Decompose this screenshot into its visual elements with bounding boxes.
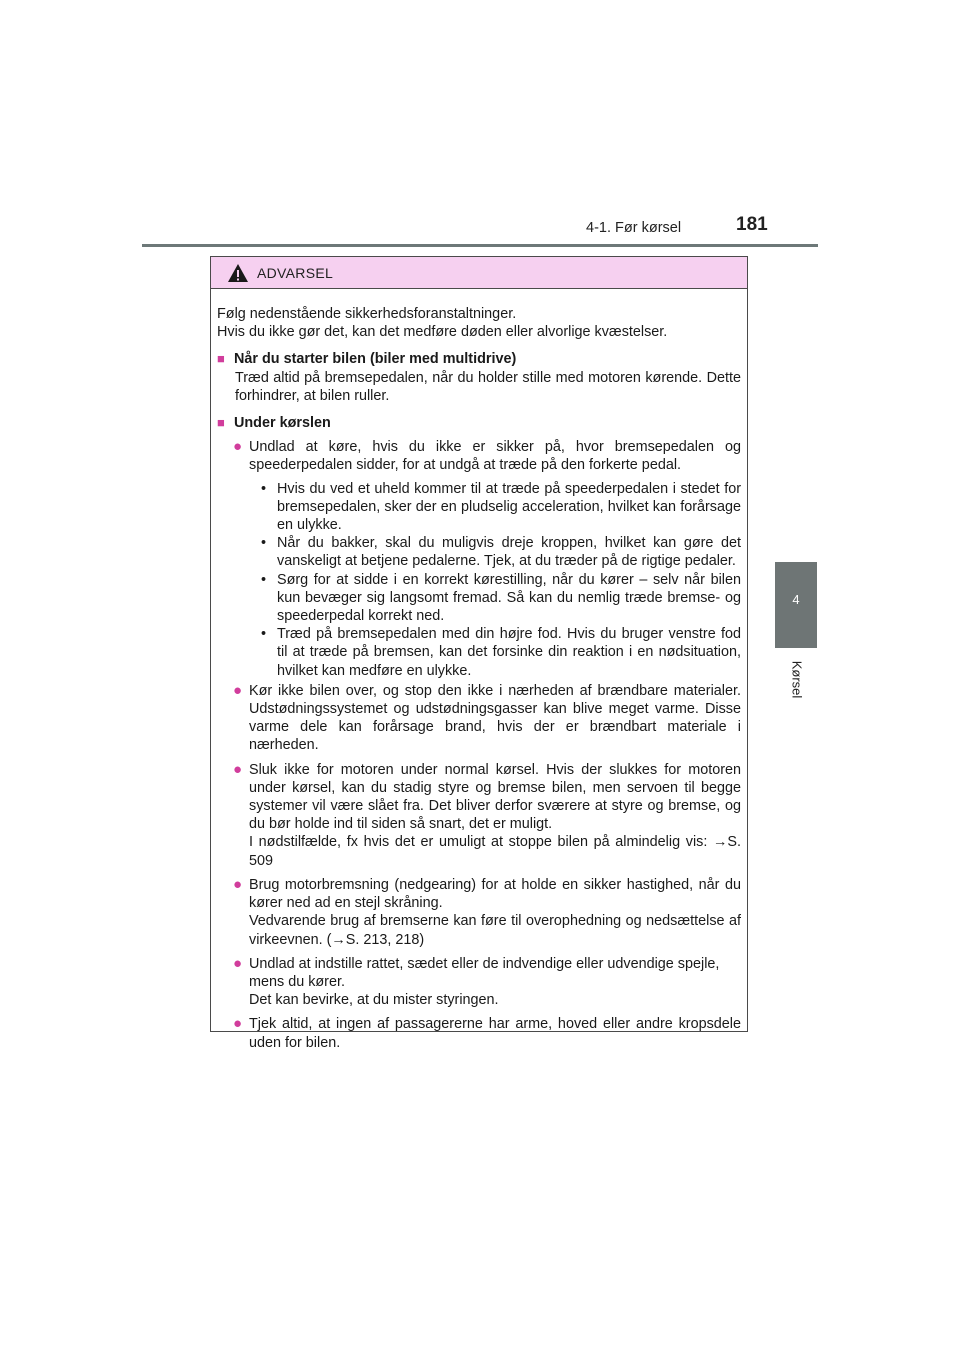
chapter-label-container [789,652,805,712]
intro-line-1: Følg nedenstående sikkerhedsforanstaltninger. [217,306,517,322]
square-bullet-icon: ■ [217,351,225,367]
list-item [217,955,741,1010]
dot-bullet-icon: • [261,571,267,588]
mirror-note: Det kan bevirke, at du mister styringen. [249,992,499,1009]
warning-header [211,257,747,289]
list-item-text [249,761,741,870]
section-heading-driving [217,414,741,432]
dot-bullet-icon: • [261,535,267,552]
list-item [217,761,741,870]
emergency-note: I nødstilfælde, fx hvis det er umuligt at stoppe bilen på almindelig vis: →S. 509 [249,834,741,869]
circle-bullet-icon: ● [233,438,243,456]
sub-list-item [217,625,741,680]
list-item-text [249,876,741,949]
circle-bullet-icon: ● [233,1015,243,1033]
chapter-tab [775,562,817,648]
list-item-text-part: Undlad at indstille rattet, sædet eller de indvendige eller udvendige spejle, mens du kører. [249,955,720,990]
page-number: 181 [736,214,768,235]
warning-body [211,289,747,1052]
list-item-text: Tjek altid, at ingen af passagererne har arme, hoved eller andre kropsdele uden for bilen. [249,1016,741,1051]
section-heading-text: Under kørslen [234,415,331,432]
circle-bullet-icon: ● [233,954,243,972]
warning-triangle-icon [227,263,249,283]
list-item [217,438,741,474]
header-section-title: 4-1. Før kørsel [586,220,682,236]
section-heading-start [217,350,741,368]
list-item-text [249,955,741,1010]
dot-bullet-icon: • [261,480,267,497]
sub-list-item-text: Når du bakker, skal du muligvis dreje kroppen, hvilket kan gøre det vanskeligt at betjene pedalerne. Tjek, at du træder på de rigtige pedaler. [277,535,741,570]
intro-line-2: Hvis du ikke gør det, kan det medføre døden eller alvorlige kvæstelser. [217,324,668,341]
list-item-text: Kør ikke bilen over, og stop den ikke i nærheden af brændbare materialer. Udstødningssystemet og udstødningsgasser kan blive meget varme. Disse varme dele kan forårsage brand, hvis der er brændbart materiale i nærheden. [249,682,741,754]
circle-bullet-icon: ● [233,875,243,893]
sub-list-item-text: Træd på bremsepedalen med din højre fod. Hvis du bruger venstre fod til at træde på bremsen, kan det forsinke din reaktion i en nødsituation, hvilket kan medføre en ulykke. [277,626,741,679]
brake-note: Vedvarende brug af bremserne kan føre til overophedning og nedsættelse af virkeevnen. (→S. 213, 218) [249,913,741,948]
list-item [217,876,741,949]
section-heading-text: Når du starter bilen (biler med multidrive) [234,351,517,368]
circle-bullet-icon: ● [233,760,243,778]
list-item-text: Undlad at køre, hvis du ikke er sikker på, hvor bremsepedalen og speederpedalen sidder, for at undgå at træde på den forkerte pedal. [249,439,741,474]
warning-title: ADVARSEL [257,264,334,281]
sub-list-item [217,534,741,570]
list-item [217,682,741,755]
dot-bullet-icon: • [261,626,267,643]
chapter-number: 4 [792,592,800,607]
header-divider [142,244,818,247]
chapter-label: Kørsel [789,660,805,699]
section-text-start: Træd altid på bremsepedalen, når du holder stille med motoren kørende. Dette forhindrer, at bilen ruller. [235,369,741,404]
sub-list-item-text: Sørg for at sidde i en korrekt kørestilling, når du kører – selv når bilen kun bevæger sig langsomt fremad. Så kan du nemlig træde bremse- og speederpedal korrekt ned. [277,571,741,625]
square-bullet-icon: ■ [217,415,225,431]
list-item [217,1015,741,1051]
sub-list-item-text: Hvis du ved et uheld kommer til at træde på speederpedalen i stedet for bremsepedalen, sker der en pludselig acceleration, hvilket kan forårsage en ulykke. [277,480,741,534]
sub-list-item [217,480,741,535]
sub-list [217,480,741,680]
sub-list-item [217,571,741,626]
list-item-text-part: Brug motorbremsning (nedgearing) for at holde en sikker hastighed, når du kører ned ad en stejl skråning. [249,876,741,912]
list-item-text-part: Sluk ikke for motoren under normal kørsel. Hvis der slukkes for motoren under kørsel, kan du stadig styre og bremse bilen, men servoen til begge systemer vil være slået fra. Det bliver derfor sværere at styre og bremse, og du bør holde ind til siden så snart, det er muligt. [249,761,741,833]
warning-box [210,256,748,1051]
circle-bullet-icon: ● [233,681,243,699]
